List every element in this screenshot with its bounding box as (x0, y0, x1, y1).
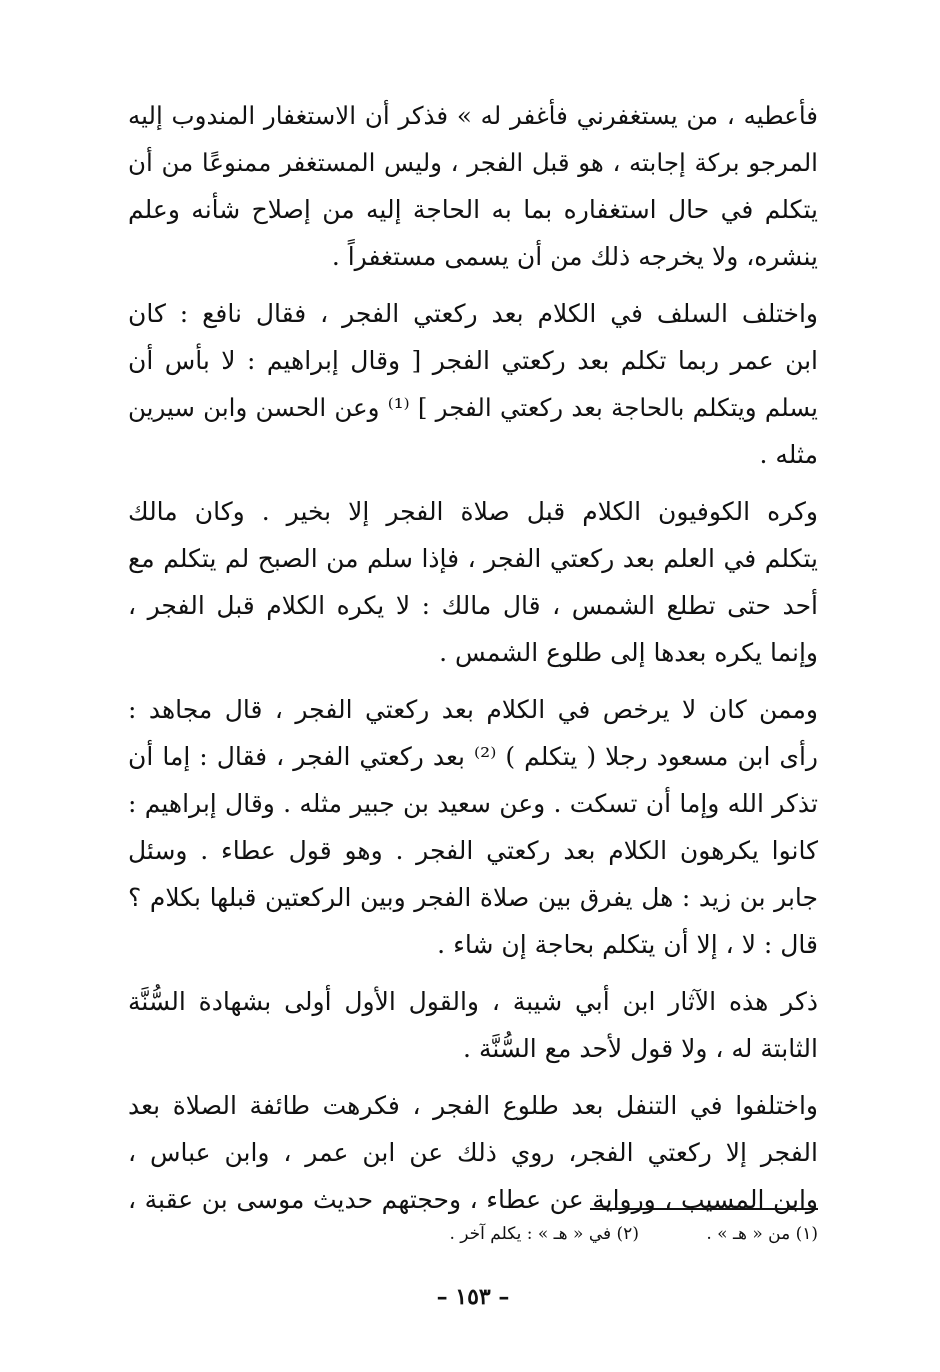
text-line: يسلم ويتكلم بالحاجة بعد ركعتي الفجر ] ⁽¹⁾ وعن الحسن وابن سيرين (128, 393, 818, 422)
body-text (128, 92, 818, 1223)
page-number: – ١٥٣ – (436, 1284, 510, 1310)
text-line: يتكلم في العلم بعد ركعتي الفجر ، فإذا سلم من الصبح لم يتكلم مع (128, 544, 818, 573)
document-page (128, 92, 818, 1352)
footnote-separator (590, 1208, 818, 1210)
text-line: ذكر هذه الآثار ابن أبي شيبة ، والقول الأول أولى بشهادة السُّنَّة (128, 987, 818, 1016)
text-line: وإنما يكره بعدها إلى طلوع الشمس . (439, 638, 818, 667)
paragraph-2 (128, 290, 818, 478)
text-line: واختلف السلف في الكلام بعد ركعتي الفجر ، فقال نافع : كان (128, 299, 818, 328)
text-line: يتكلم في حال استغفاره بما به الحاجة إليه من إصلاح شأنه وعلم (128, 195, 818, 224)
text-line: وكره الكوفيون الكلام قبل صلاة الفجر إلا بخير . وكان مالك (128, 497, 818, 526)
text-line: ابن عمر ربما تكلم بعد ركعتي الفجر [ وقال إبراهيم : لا بأس أن (128, 346, 818, 375)
text-line: ينشره، ولا يخرجه ذلك من أن يسمى مستغفراً . (331, 242, 818, 271)
paragraph-5 (128, 978, 818, 1072)
footnote-1: (١) من « هـ » . (706, 1224, 818, 1244)
footnotes (128, 1220, 818, 1248)
text-line: الفجر إلا ركعتي الفجر، روي ذلك عن ابن عمر ، وابن عباس ، (128, 1138, 818, 1167)
text-line: رأى ابن مسعود رجلا ( يتكلم ) ⁽²⁾ بعد ركعتي الفجر ، فقال : إما أن (128, 742, 819, 771)
text-line: تذكر الله وإما أن تسكت . وعن سعيد بن جبير مثله . وقال إبراهيم : (128, 789, 818, 818)
paragraph-3 (128, 488, 818, 676)
text-line: أحد حتى تطلع الشمس ، قال مالك : لا يكره الكلام قبل الفجر ، (128, 591, 818, 620)
footnote-2: (٢) في « هـ » : يكلم آخر . (449, 1224, 639, 1244)
paragraph-4 (128, 686, 818, 968)
text-line: المرجو بركة إجابته ، هو قبل الفجر ، وليس المستغفر ممنوعًا من أن (128, 148, 818, 177)
text-line: وابن المسيب ، ورواية عن عطاء ، وحجتهم حديث موسى بن عقبة ، (128, 1185, 818, 1214)
text-line: الثابتة له ، ولا قول لأحد مع السُّنَّة . (463, 1034, 818, 1063)
text-line: كانوا يكرهون الكلام بعد ركعتي الفجر . وهو قول عطاء . وسئل (128, 836, 818, 865)
text-line: وممن كان لا يرخص في الكلام بعد ركعتي الفجر ، قال مجاهد : (128, 695, 818, 724)
text-line: واختلفوا في التنفل بعد طلوع الفجر ، فكرهت طائفة الصلاة بعد (128, 1091, 818, 1120)
text-line: قال : لا ، إلا أن يتكلم بحاجة إن شاء . (437, 930, 818, 959)
text-line: جابر بن زيد : هل يفرق بين صلاة الفجر وبين الركعتين قبلها بكلام ؟ (128, 883, 818, 912)
text-line: مثله . (759, 440, 818, 469)
text-line: فأعطيه ، من يستغفرني فأغفر له » فذكر أن الاستغفار المندوب إليه (128, 101, 818, 130)
paragraph-6 (128, 1082, 818, 1223)
paragraph-1 (128, 92, 818, 280)
